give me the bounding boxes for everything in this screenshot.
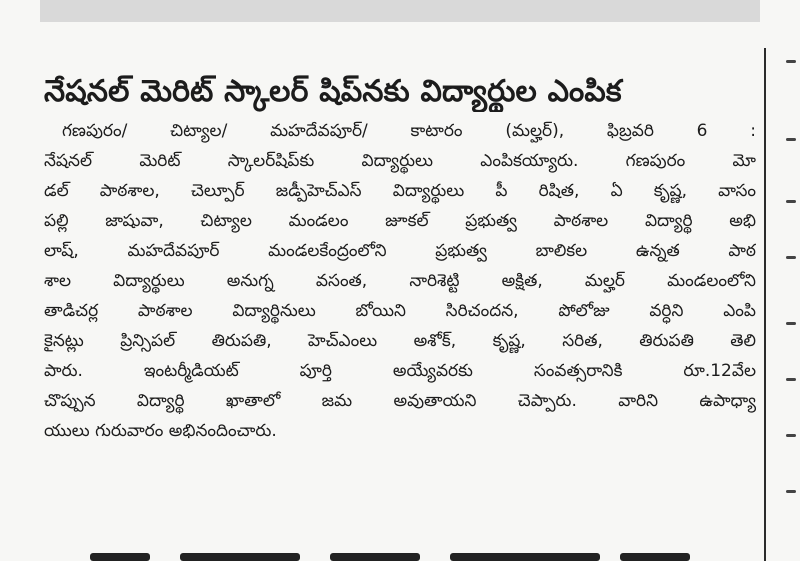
article-line: కైనట్లు ప్రిన్సిపల్ తిరుపతి, హెచ్ఎంలు అశోక్, కృష్ణ, సరిత, తిరుపతి తెలి (44, 331, 756, 351)
next-headline-cutoff (60, 548, 720, 561)
article-line: గణపురం/ చిట్యాల/ మహదేవపూర్/ కాటారం (మల్హర్), ఫిబ్రవరి 6 : (62, 121, 756, 141)
previous-article-strip (40, 0, 760, 22)
article-line: పల్లి జాషువా, చిట్యాల మండలం జూకల్ ప్రభుత్వ పాఠశాల విద్యార్థి అభి (44, 211, 756, 231)
article-line: డల్ పాఠశాల, చెల్పూర్ జడ్పీహెచ్ఎస్ విద్యార్థులు పీ రిషిత, ఏ కృష్ణ, వాసం (44, 181, 756, 201)
article-line: చొప్పున విద్యార్థి ఖాతాలో జమ అవుతాయని చెప్పారు. వారిని ఉపాధ్యా (44, 391, 756, 411)
column-divider (764, 48, 766, 561)
article-line: నేషనల్ మెరిట్ స్కాలర్‌షిప్‌కు విద్యార్థులు ఎంపికయ్యారు. గణపురం మో (44, 151, 756, 171)
article-line: శాల విద్యార్థులు అనుగ్న వసంత, నారిశెట్టి అక్షిత, మల్హర్ మండలంలోని (44, 271, 756, 291)
article-headline: నేషనల్ మెరిట్ స్కాలర్ షిప్‌నకు విద్యార్థుల ఎంపిక (44, 74, 622, 110)
article-line: పారు. ఇంటర్మీడియట్ పూర్తి అయ్యేవరకు సంవత్సరానికి రూ.12వేల (44, 361, 756, 381)
article-line: యులు గురువారం అభినందించారు. (44, 421, 277, 441)
article-line: తాడిచర్ల పాఠశాల విద్యార్థినులు బోయిని సిరిచందన, పోలోజు వర్ధిని ఎంపి (44, 301, 756, 321)
article-body (44, 116, 756, 446)
article-line: లాష్, మహదేవపూర్ మండలకేంద్రంలోని ప్రభుత్వ బాలికల ఉన్నత పాఠ (44, 241, 756, 261)
adjacent-column-fragments (786, 60, 800, 560)
